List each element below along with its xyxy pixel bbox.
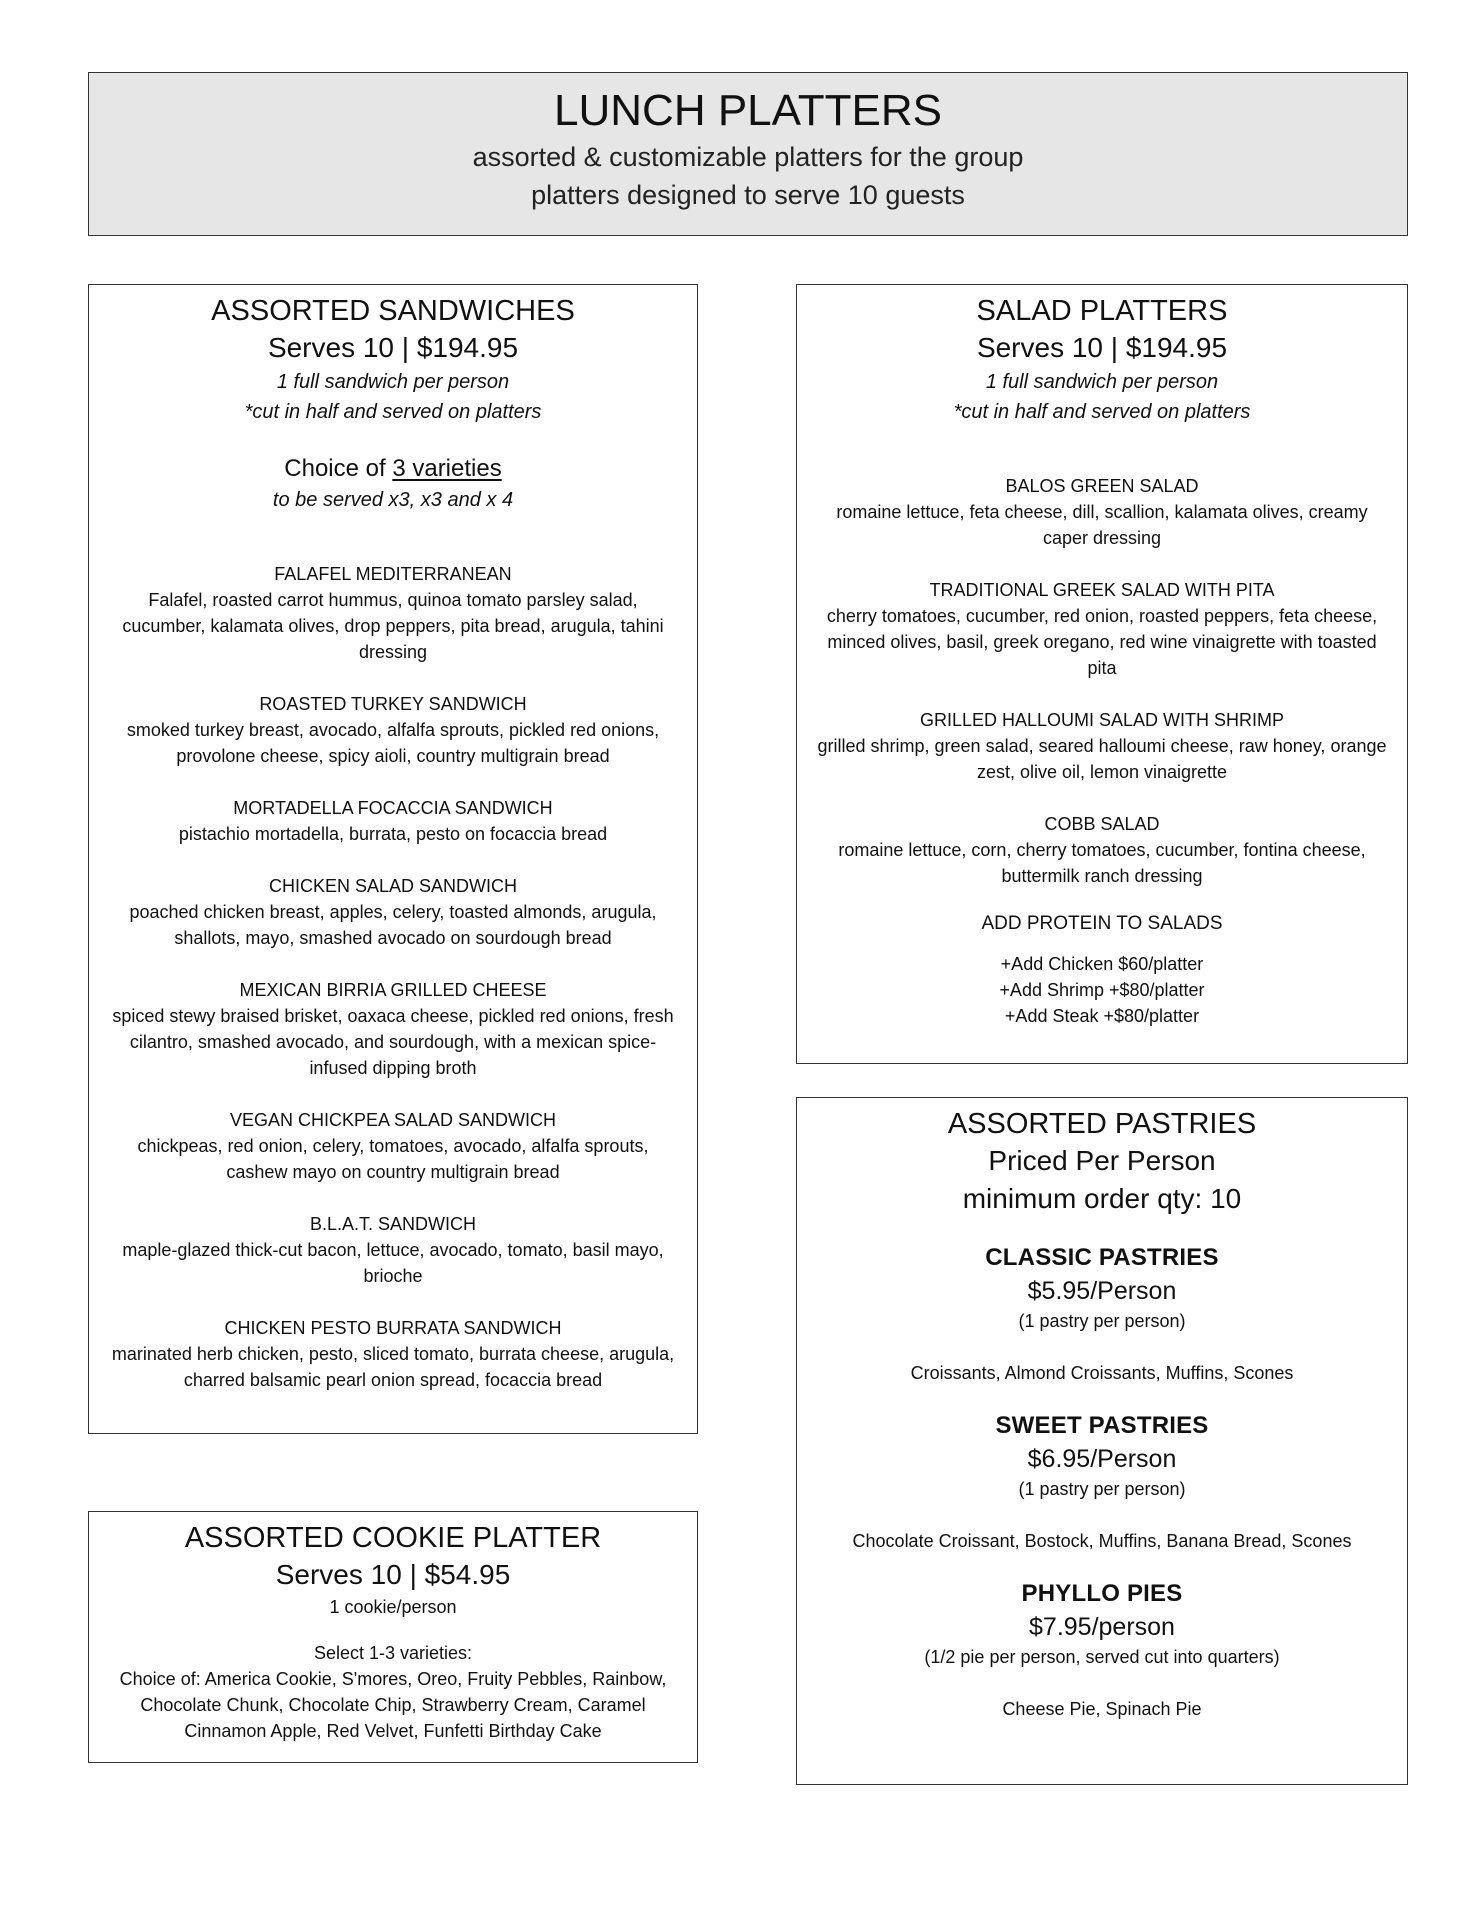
cookies-section: [88, 1511, 698, 1763]
salads-note-2: *cut in half and served on platters: [953, 401, 1251, 423]
pastry-group-name: CLASSIC PASTRIES: [985, 1244, 1219, 1271]
choice-prefix: Choice of: [284, 455, 393, 482]
cookies-serves: Serves 10 | $54.95: [275, 1559, 511, 1590]
sandwich-desc: marinated herb chicken, pesto, sliced tomato, burrata cheese, arugula, charred balsamic pearl onion spread, focaccia bread: [111, 1344, 675, 1390]
sandwiches-title: ASSORTED SANDWICHES: [211, 295, 575, 327]
sandwich-item: [89, 1107, 697, 1185]
pastry-group-items: Croissants, Almond Croissants, Muffins, Scones: [910, 1363, 1294, 1383]
sandwich-name: MEXICAN BIRRIA GRILLED CHEESE: [239, 980, 547, 1000]
salad-item: [797, 811, 1407, 889]
sandwiches-note-2: *cut in half and served on platters: [244, 401, 542, 423]
pastry-group-price: $7.95/person: [1029, 1613, 1175, 1641]
salad-item: [797, 577, 1407, 681]
protein-option: +Add Chicken $60/platter: [1000, 954, 1204, 974]
salad-desc: romaine lettuce, feta cheese, dill, scallion, kalamata olives, creamy caper dressing: [836, 502, 1368, 548]
salads-title: SALAD PLATTERS: [976, 295, 1228, 327]
cookies-choices: Choice of: America Cookie, S'mores, Oreo, Fruity Pebbles, Rainbow, Chocolate Chunk, Chocolate Chip, Strawberry Cream, Caramel Cinnamon Apple, Red Velvet, Funfetti Birthday Cake: [119, 1669, 667, 1741]
sandwiches-choice-note: to be served x3, x3 and x 4: [272, 489, 514, 511]
salads-serves: Serves 10 | $194.95: [976, 332, 1228, 363]
sandwich-item: [89, 561, 697, 665]
salad-name: BALOS GREEN SALAD: [1005, 476, 1199, 496]
cookies-note: 1 cookie/person: [329, 1597, 457, 1617]
salad-name: COBB SALAD: [1044, 814, 1160, 834]
pastry-group-price: $6.95/Person: [1027, 1445, 1177, 1473]
sandwich-name: FALAFEL MEDITERRANEAN: [274, 564, 512, 584]
sandwich-item: [89, 873, 697, 951]
salad-item: [797, 707, 1407, 785]
pastries-title: ASSORTED PASTRIES: [947, 1108, 1257, 1140]
sandwich-item: [89, 691, 697, 769]
pastries-section: [796, 1097, 1408, 1785]
sandwich-desc: chickpeas, red onion, celery, tomatoes, avocado, alfalfa sprouts, cashew mayo on country multigrain bread: [137, 1136, 649, 1182]
sandwiches-section: [88, 284, 698, 1434]
pastry-group-items: Chocolate Croissant, Bostock, Muffins, Banana Bread, Scones: [852, 1531, 1352, 1551]
salad-item: [797, 473, 1407, 551]
sandwich-name: VEGAN CHICKPEA SALAD SANDWICH: [229, 1110, 557, 1130]
sandwich-desc: pistachio mortadella, burrata, pesto on focaccia bread: [178, 824, 608, 844]
pastries-sub-2: minimum order qty: 10: [962, 1183, 1242, 1214]
sandwich-item: [89, 795, 697, 847]
salads-note-1: 1 full sandwich per person: [985, 371, 1219, 393]
pastry-group-note: (1/2 pie per person, served cut into quarters): [924, 1647, 1280, 1667]
salad-desc: cherry tomatoes, cucumber, red onion, roasted peppers, feta cheese, minced olives, basil, greek oregano, red wine vinaigrette with toasted pita: [826, 606, 1378, 678]
sandwich-name: CHICKEN SALAD SANDWICH: [268, 876, 518, 896]
pastry-group-name: PHYLLO PIES: [1021, 1580, 1183, 1607]
cookies-select: Select 1-3 varieties:: [313, 1643, 473, 1663]
cookies-title: ASSORTED COOKIE PLATTER: [184, 1522, 602, 1554]
pastry-group: [797, 1410, 1407, 1554]
sandwich-item: [89, 1315, 697, 1393]
sandwich-name: ROASTED TURKEY SANDWICH: [259, 694, 527, 714]
salad-desc: grilled shrimp, green salad, seared halloumi cheese, raw honey, orange zest, olive oil, lemon vinaigrette: [817, 736, 1387, 782]
sandwich-name: CHICKEN PESTO BURRATA SANDWICH: [224, 1318, 562, 1338]
sandwich-desc: Falafel, roasted carrot hummus, quinoa tomato parsley salad, cucumber, kalamata olives, drop peppers, pita bread, arugula, tahini dressing: [122, 590, 664, 662]
header-subtitle-1: assorted & customizable platters for the group: [472, 141, 1024, 172]
choice-varieties: 3 varieties: [392, 455, 502, 482]
protein-title: ADD PROTEIN TO SALADS: [981, 913, 1223, 934]
sandwich-item: [89, 1211, 697, 1289]
pastry-group-note: (1 pastry per person): [1018, 1311, 1186, 1331]
sandwich-desc: maple-glazed thick-cut bacon, lettuce, avocado, tomato, basil mayo, brioche: [122, 1240, 664, 1286]
sandwich-name: MORTADELLA FOCACCIA SANDWICH: [233, 798, 553, 818]
sandwich-name: B.L.A.T. SANDWICH: [309, 1214, 477, 1234]
sandwich-item: [89, 977, 697, 1081]
header-subtitle-2: platters designed to serve 10 guests: [531, 179, 965, 210]
salads-section: [796, 284, 1408, 1064]
pastry-group: [797, 1578, 1407, 1722]
protein-option: +Add Shrimp +$80/platter: [999, 980, 1205, 1000]
protein-list: [797, 951, 1407, 1029]
pastry-group-name: SWEET PASTRIES: [995, 1412, 1209, 1439]
sandwiches-choice: [89, 453, 697, 485]
sandwich-desc: spiced stewy braised brisket, oaxaca cheese, pickled red onions, fresh cilantro, smashed avocado, and sourdough, with a mexican spice-infused dipping broth: [112, 1006, 674, 1078]
header-banner: [88, 72, 1408, 236]
page-title: LUNCH PLATTERS: [554, 86, 942, 135]
sandwiches-note-1: 1 full sandwich per person: [276, 371, 510, 393]
pastry-group-price: $5.95/Person: [1027, 1277, 1177, 1305]
sandwich-desc: poached chicken breast, apples, celery, toasted almonds, arugula, shallots, mayo, smashed avocado on sourdough bread: [129, 902, 657, 948]
sandwiches-serves: Serves 10 | $194.95: [267, 332, 519, 363]
pastries-sub-1: Priced Per Person: [988, 1145, 1216, 1176]
pastry-group-note: (1 pastry per person): [1018, 1479, 1186, 1499]
salad-name: GRILLED HALLOUMI SALAD WITH SHRIMP: [919, 710, 1285, 730]
protein-option: +Add Steak +$80/platter: [1004, 1006, 1200, 1026]
pastry-group-items: Cheese Pie, Spinach Pie: [1002, 1699, 1202, 1719]
salad-desc: romaine lettuce, corn, cherry tomatoes, cucumber, fontina cheese, buttermilk ranch dressing: [838, 840, 1366, 886]
pastry-group: [797, 1242, 1407, 1386]
sandwich-desc: smoked turkey breast, avocado, alfalfa sprouts, pickled red onions, provolone cheese, spicy aioli, country multigrain bread: [126, 720, 660, 766]
salad-name: TRADITIONAL GREEK SALAD WITH PITA: [929, 580, 1275, 600]
